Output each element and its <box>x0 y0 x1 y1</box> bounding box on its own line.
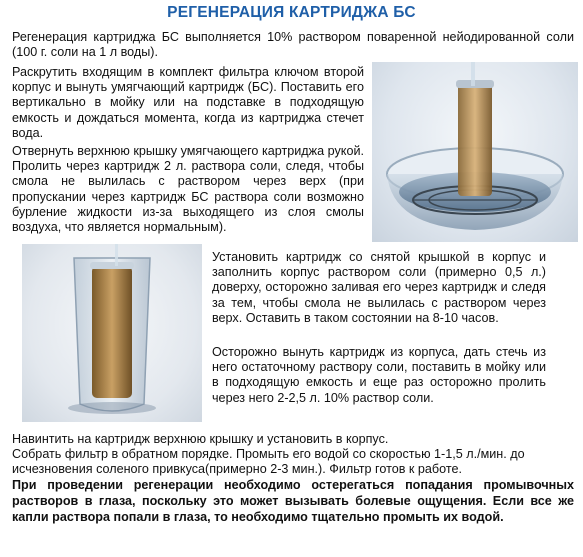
step-pour-paragraph: Отвернуть верхнюю крышку умягчающего картриджа рукой. Пролить через картридж 2 л. раствора соли, следя, чтобы смола не вылилась с раствором через верх (при пропускании через картридж БС раствора соли возможно бурление жидкости из-за выходящего из слоя смолы воздуха, что является нормальным). <box>12 144 364 235</box>
step-rinse-paragraph: Осторожно вынуть картридж из корпуса, дать стечь из него остаточному раствору соли, поставить в мойку или в подходящую емкость и еще раз осторожно пролить через него 2-2,5 л. 10% раствор соли. <box>212 345 546 405</box>
warning-paragraph: При проведении регенерации необходимо остерегаться попадания промывочных растворов в глаза, поскольку это может вызывать болевые ощущения. Если все же капли раствора попали в глаза, то необходимо тщательно промыть их водой. <box>12 478 574 524</box>
cartridge-in-housing-photo <box>22 244 202 422</box>
step-unscrew-paragraph: Раскрутить входящим в комплект фильтра ключом второй корпус и вынуть умягчающий картридж (БС). Поставить его вертикально в мойку или на подставке в подходящую емкость и дождаться момента, когда из картриджа стечет вода. <box>12 65 364 140</box>
step-fill-housing-paragraph: Установить картридж со снятой крышкой в корпус и заполнить корпус раствором соли (примерно 0,5 л.) доверху, осторожно заливая его через картридж и следя за тем, чтобы смола не вылилась с раствором через верх. Оставить в таком состоянии на 8-10 часов. <box>212 250 546 325</box>
page-title: РЕГЕНЕРАЦИЯ КАРТРИДЖА БС <box>167 4 416 21</box>
step-assemble-paragraph: Навинтить на картридж верхнюю крышку и установить в корпус. Собрать фильтр в обратном порядке. Промыть его водой со скоростью 1-1,5 л./мин. до исчезновения соленого привкуса(примерно 2-3 мин.). Фильтр готов к работе. <box>12 432 525 477</box>
intro-paragraph: Регенерация картриджа БС выполняется 10% раствором поваренной нейодированной соли (100 г. соли на 1 л воды). <box>12 30 574 60</box>
cartridge-in-bowl-photo <box>372 62 578 242</box>
